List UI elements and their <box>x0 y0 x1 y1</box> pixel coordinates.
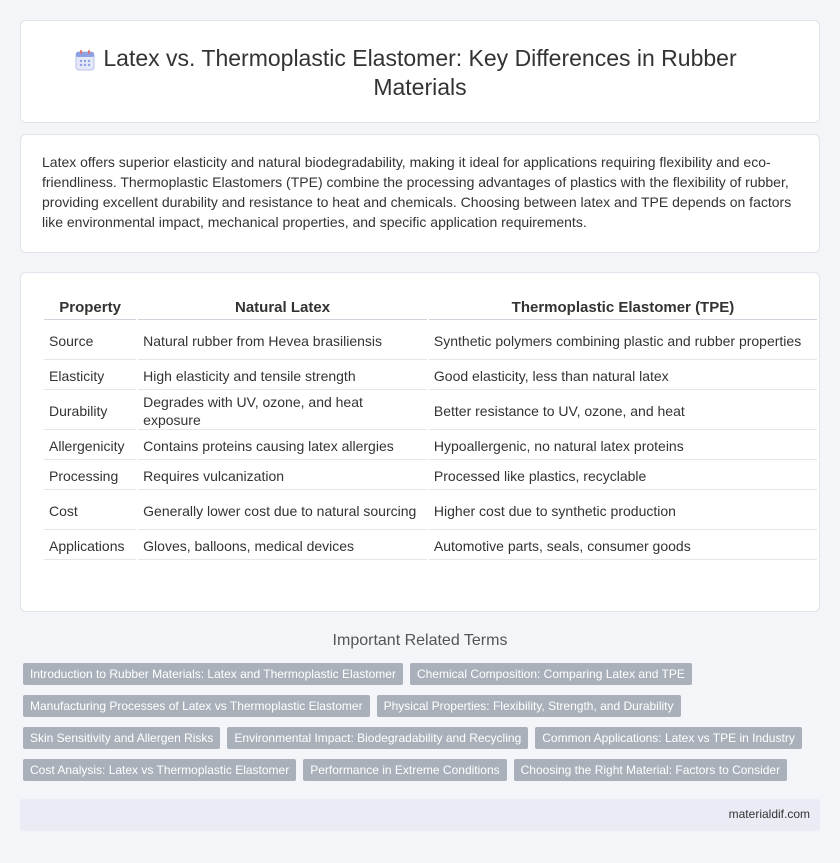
table-cell-tpe: Hypoallergenic, no natural latex proteins <box>429 432 817 460</box>
table-row <box>44 462 817 490</box>
comparison-table <box>42 294 819 562</box>
table-cell-property: Allergenicity <box>44 432 136 460</box>
table-cell-latex: Degrades with UV, ozone, and heat exposure <box>138 392 427 430</box>
table-cell-property: Cost <box>44 492 136 530</box>
table-cell-tpe: Better resistance to UV, ozone, and heat <box>429 392 817 430</box>
table-cell-latex: Requires vulcanization <box>138 462 427 490</box>
table-cell-property: Durability <box>44 392 136 430</box>
related-term-tag[interactable]: Cost Analysis: Latex vs Thermoplastic Elastomer <box>23 759 296 781</box>
table-row <box>44 432 817 460</box>
table-cell-tpe: Good elasticity, less than natural latex <box>429 362 817 390</box>
related-term-tag[interactable]: Introduction to Rubber Materials: Latex and Thermoplastic Elastomer <box>23 663 403 685</box>
table-cell-property: Source <box>44 322 136 360</box>
header-tpe: Thermoplastic Elastomer (TPE) <box>429 296 817 320</box>
table-header-row <box>44 296 817 320</box>
header-natural-latex: Natural Latex <box>138 296 427 320</box>
header-card <box>20 20 820 123</box>
table-cell-tpe: Synthetic polymers combining plastic and rubber properties <box>429 322 817 360</box>
table-cell-property: Elasticity <box>44 362 136 390</box>
related-term-tag[interactable]: Choosing the Right Material: Factors to Consider <box>514 759 787 781</box>
intro-paragraph: Latex offers superior elasticity and natural biodegradability, making it ideal for applications requiring flexibility and eco-friendliness. Thermoplastic Elastomers (TPE) combine the processing advantages of plastics with the flexibility of rubber, providing excellent durability and resistance to heat and chemicals. Choosing between latex and TPE depends on factors like environmental impact, mechanical properties, and specific application requirements. <box>42 154 792 230</box>
related-term-tag[interactable]: Performance in Extreme Conditions <box>303 759 506 781</box>
table-row <box>44 392 817 430</box>
footer <box>20 799 820 831</box>
related-term-tag[interactable]: Physical Properties: Flexibility, Strength, and Durability <box>377 695 681 717</box>
related-terms-list <box>20 663 820 791</box>
related-term-tag[interactable]: Chemical Composition: Comparing Latex and TPE <box>410 663 692 685</box>
table-cell-tpe: Higher cost due to synthetic production <box>429 492 817 530</box>
header-property: Property <box>44 296 136 320</box>
table-row <box>44 532 817 560</box>
related-term-tag[interactable]: Skin Sensitivity and Allergen Risks <box>23 727 220 749</box>
related-terms-title: Important Related Terms <box>332 632 508 649</box>
table-row <box>44 362 817 390</box>
table-cell-latex: Contains proteins causing latex allergies <box>138 432 427 460</box>
related-term-tag[interactable]: Environmental Impact: Biodegradability and Recycling <box>227 727 528 749</box>
table-cell-property: Applications <box>44 532 136 560</box>
footer-site-link[interactable]: materialdif.com <box>728 807 810 821</box>
table-cell-tpe: Processed like plastics, recyclable <box>429 462 817 490</box>
table-cell-latex: Generally lower cost due to natural sourcing <box>138 492 427 530</box>
table-row <box>44 492 817 530</box>
related-term-tag[interactable]: Common Applications: Latex vs TPE in Industry <box>535 727 802 749</box>
table-cell-tpe: Automotive parts, seals, consumer goods <box>429 532 817 560</box>
intro-card <box>20 134 820 253</box>
comparison-table-card <box>20 272 820 612</box>
table-cell-latex: Gloves, balloons, medical devices <box>138 532 427 560</box>
table-row <box>44 322 817 360</box>
page-title: Latex vs. Thermoplastic Elastomer: Key Differences in Rubber Materials <box>103 45 737 100</box>
table-cell-property: Processing <box>44 462 136 490</box>
table-cell-latex: High elasticity and tensile strength <box>138 362 427 390</box>
table-cell-latex: Natural rubber from Hevea brasiliensis <box>138 322 427 360</box>
related-term-tag[interactable]: Manufacturing Processes of Latex vs Thermoplastic Elastomer <box>23 695 370 717</box>
